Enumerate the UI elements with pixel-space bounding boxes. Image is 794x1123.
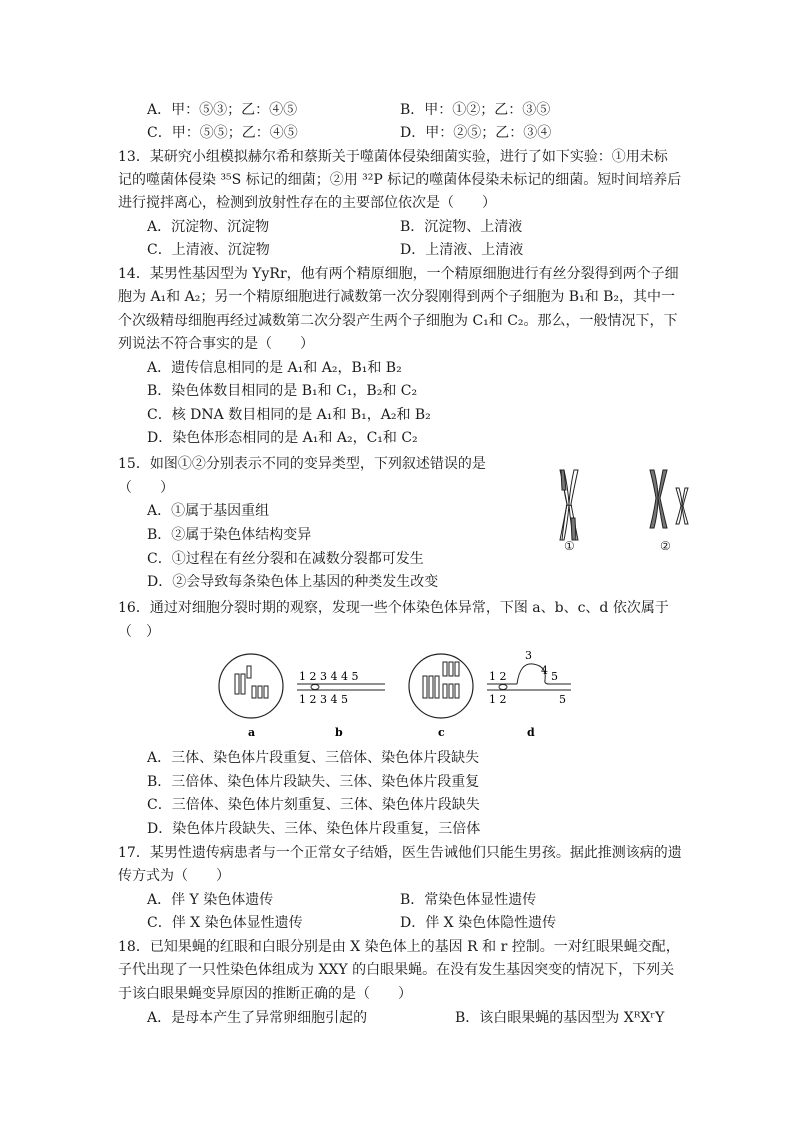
fig-label-1: ①	[564, 539, 575, 553]
fig-label-2: ②	[660, 539, 671, 553]
q16-stem-line2: （ ）	[118, 624, 160, 640]
fig-a-cell	[219, 654, 283, 718]
q17-stem-line2: 传方式为（ ）	[118, 868, 230, 884]
chromosome-pair-2	[650, 470, 688, 528]
q14-stem-line3: 个次级精母细胞再经过减数第二次分裂产生两个子细胞为 C₁和 C₂。那么，一般情况下，下	[118, 313, 678, 329]
fig-d-label-5: 5	[551, 670, 558, 683]
q14-stem-line2: 胞为 A₁和 A₂；另一个精原细胞进行减数第一次分裂刚得到两个子细胞为 B₁和 B₂，其中一	[118, 289, 676, 305]
fig-d-top-labels: 1 2	[489, 670, 507, 683]
fig-b-top-labels: 1 2 3 4 4 5	[299, 670, 359, 683]
q16-option-c[interactable]: C．三倍体、染色体片刻重复、三体、染色体片段缺失	[147, 797, 480, 813]
q16-chromosome-figure	[215, 650, 575, 742]
q15-stem-line1: 15．如图①②分别表示不同的变异类型，下列叙述错误的是	[118, 456, 486, 472]
q14-stem-line4: 列说法不符合事实的是（ ）	[118, 336, 314, 352]
fig-b-lines	[297, 684, 385, 690]
chromosome-pair-1	[560, 470, 578, 540]
fig-d-label: d	[527, 726, 535, 739]
q14-option-d[interactable]: D．染色体形态相同的是 A₁和 A₂，C₁和 C₂	[147, 430, 418, 446]
q12-option-d[interactable]: D．甲：②⑤；乙：③④	[400, 125, 552, 141]
q14-option-b[interactable]: B．染色体数目相同的是 B₁和 C₁，B₂和 C₂	[147, 383, 418, 399]
q15-option-c[interactable]: C．①过程在有丝分裂和在减数分裂都可发生	[147, 551, 424, 567]
q13-stem-line1: 13．某研究小组模拟赫尔希和蔡斯关于噬菌体侵染细菌实验，进行了如下实验：①用未标	[118, 149, 668, 165]
q14-option-c[interactable]: C．核 DNA 数目相同的是 A₁和 B₁，A₂和 B₂	[147, 407, 431, 423]
q13-option-c[interactable]: C．上清液、沉淀物	[147, 242, 270, 258]
q15-option-d[interactable]: D．②会导致每条染色体上基因的种类发生改变	[147, 574, 439, 590]
q18-stem-line2: 子代出现了一只性染色体组成为 XXY 的白眼果蝇。在没有发生基因突变的情况下，下列关	[118, 962, 675, 978]
q13-stem-line2: 记的噬菌体侵染 ³⁵S 标记的细菌；②用 ³²P 标记的噬菌体侵染未标记的细菌。短时间培养后	[118, 172, 682, 188]
q17-option-b[interactable]: B．常染色体显性遗传	[400, 892, 537, 908]
q13-option-a[interactable]: A．沉淀物、沉淀物	[147, 219, 270, 235]
q18-stem-line3: 于该白眼果蝇变异原因的推断正确的是（ ）	[118, 986, 412, 1002]
q12-option-a[interactable]: A．甲：⑤③；乙：④⑤	[147, 102, 298, 118]
q16-option-d[interactable]: D．染色体片段缺失、三体、染色体片段重复，三倍体	[147, 821, 481, 837]
q18-stem-line1: 18．已知果蝇的红眼和白眼分别是由 X 染色体上的基因 R 和 r 控制。一对红眼果蝇交配，	[118, 939, 680, 955]
q15-chromosome-figure	[548, 468, 698, 554]
q15-option-b[interactable]: B．②属于染色体结构变异	[147, 527, 312, 543]
q13-option-d[interactable]: D．上清液、上清液	[400, 242, 524, 258]
q17-option-d[interactable]: D．伴 X 染色体隐性遗传	[400, 915, 557, 931]
q18-option-a[interactable]: A．是母本产生了异常卵细胞引起的	[147, 1010, 368, 1026]
q17-option-c[interactable]: C．伴 X 染色体显性遗传	[147, 915, 303, 931]
q13-option-b[interactable]: B．沉淀物、上清液	[400, 219, 523, 235]
q12-option-b[interactable]: B．甲：①②；乙：③⑤	[400, 102, 551, 118]
fig-d-label-3: 3	[525, 650, 532, 662]
fig-c-cell	[409, 654, 473, 718]
q15-stem-line2: （ ）	[118, 480, 174, 496]
q16-stem-line1: 16．通过对细胞分裂时期的观察，发现一些个体染色体异常，下图 a、b、c、d 依次属于	[118, 600, 669, 616]
fig-d-label-4: 4	[541, 664, 548, 677]
q16-option-a[interactable]: A．三体、染色体片段重复、三倍体、染色体片段缺失	[147, 750, 480, 766]
fig-b-label: b	[335, 726, 343, 739]
q17-option-a[interactable]: A．伴 Y 染色体遗传	[147, 892, 274, 908]
fig-b-bottom-labels: 1 2 3 4 5	[299, 693, 348, 706]
fig-d-label-5b: 5	[559, 693, 566, 706]
q14-stem-line1: 14．某男性基因型为 YyRr，他有两个精原细胞，一个精原细胞进行有丝分裂得到两个子细	[118, 266, 679, 282]
fig-c-label: c	[438, 726, 445, 739]
q18-option-b[interactable]: B．该白眼果蝇的基因型为 XᴿXʳY	[455, 1010, 665, 1026]
q16-option-b[interactable]: B．三倍体、染色体片段缺失、三体、染色体片段重复	[147, 774, 480, 790]
q13-stem-line3: 进行搅拌离心，检测到放射性存在的主要部位依次是（ ）	[118, 195, 496, 211]
q12-option-c[interactable]: C．甲：⑤⑤；乙：④⑤	[147, 125, 298, 141]
fig-a-label: a	[248, 726, 256, 739]
q17-stem-line1: 17．某男性遗传病患者与一个正常女子结婚，医生告诫他们只能生男孩。据此推测该病的遗	[118, 845, 682, 861]
fig-d-bottom-labels: 1 2	[489, 693, 507, 706]
q14-option-a[interactable]: A．遗传信息相同的是 A₁和 A₂，B₁和 B₂	[147, 360, 402, 376]
q15-option-a[interactable]: A．①属于基因重组	[147, 503, 270, 519]
